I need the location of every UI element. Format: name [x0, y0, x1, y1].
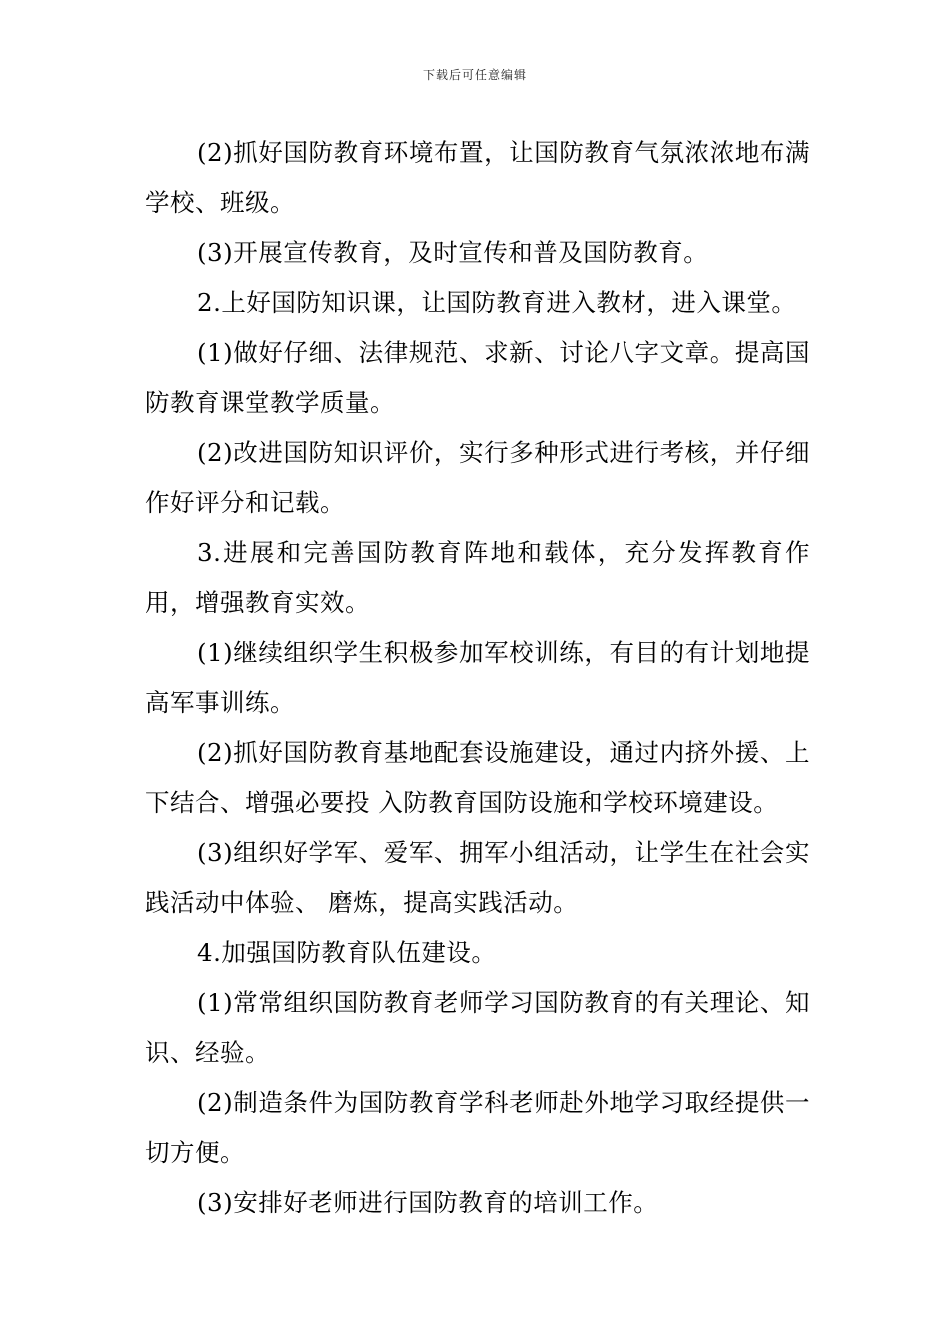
paragraph: 3.进展和完善国防教育阵地和载体，充分发挥教育作用，增强教育实效。 [145, 538, 810, 617]
paragraph: (3)安排好老师进行国防教育的培训工作。 [197, 1188, 659, 1217]
paragraph: (2)抓好国防教育基地配套设施建设，通过内挤外援、上下结合、增强必要投 入防教育国防设施和学校环境建设。 [145, 738, 810, 817]
paragraph: (1)常常组织国防教育老师学习国防教育的有关理论、知识、经验。 [145, 988, 810, 1067]
paragraph: (2)抓好国防教育环境布置，让国防教育气氛浓浓地布满学校、班级。 [145, 138, 810, 217]
paragraph: (2)制造条件为国防教育学科老师赴外地学习取经提供一切方便。 [145, 1088, 810, 1167]
paragraph: (1)做好仔细、法律规范、求新、讨论八字文章。提高国防教育课堂教学质量。 [145, 338, 810, 417]
paragraph: (3)开展宣传教育，及时宣传和普及国防教育。 [197, 238, 709, 267]
paragraph: (1)继续组织学生积极参加军校训练，有目的有计划地提高军事训练。 [145, 638, 810, 717]
paragraph: 2.上好国防知识课，让国防教育进入教材，进入课堂。 [197, 288, 797, 317]
paragraph: 4.加强国防教育队伍建设。 [197, 938, 497, 967]
document-body [145, 128, 810, 1228]
paragraph: (2)改进国防知识评价，实行多种形式进行考核，并仔细作好评分和记载。 [145, 438, 810, 517]
paragraph: (3)组织好学军、爱军、拥军小组活动，让学生在社会实践活动中体验、 磨炼，提高实践活动。 [145, 838, 810, 917]
page-header-note: 下载后可任意编辑 [422, 68, 527, 82]
